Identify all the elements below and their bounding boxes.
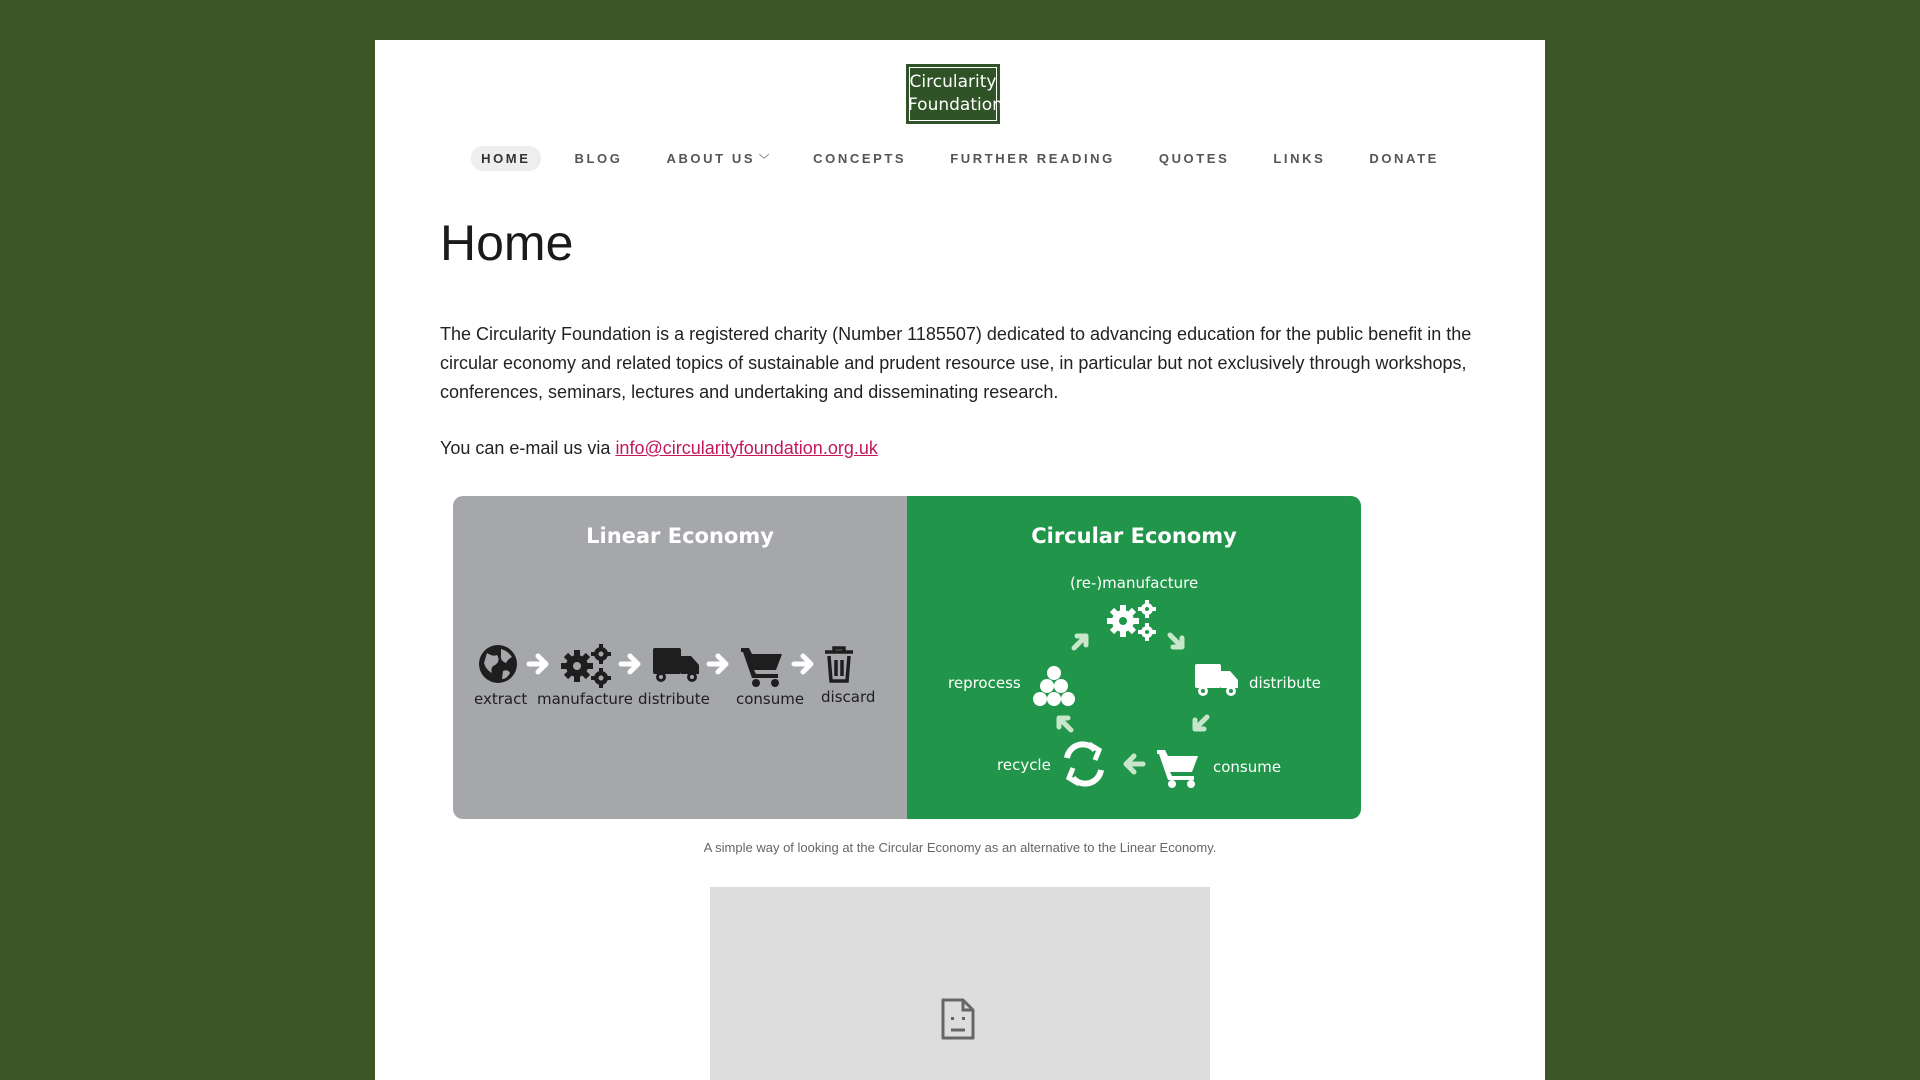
truck-icon: [1195, 664, 1238, 696]
circular-step-recycle: recycle: [997, 756, 1051, 774]
page-container: [375, 40, 1545, 1080]
email-link[interactable]: info@circularityfoundation.org.uk: [615, 438, 878, 458]
diagram-caption: A simple way of looking at the Circular Economy as an alternative to the Linear Economy.: [703, 840, 1217, 855]
logo-line-1: Circularity: [909, 72, 997, 92]
arrow-up-left-icon: [1059, 718, 1071, 730]
nav-item-further-reading[interactable]: FURTHER READING: [950, 150, 1115, 166]
image-placeholder: [710, 887, 1210, 1080]
trash-icon: [825, 648, 853, 681]
economy-diagram: [453, 496, 1361, 819]
main-nav: [375, 144, 1545, 172]
cart-icon: [741, 648, 782, 687]
nav-item-blog[interactable]: BLOG: [574, 150, 623, 166]
arrow-down-left-icon: [1195, 717, 1207, 729]
gears-icon: [1107, 600, 1156, 641]
linear-economy-panel: [453, 496, 907, 819]
circular-step-reprocess: reprocess: [948, 674, 1021, 692]
gears-icon: [561, 644, 611, 688]
globe-icon: [479, 645, 517, 683]
linear-step-extract: extract: [474, 690, 528, 708]
nav-item-quotes[interactable]: QUOTES: [1158, 150, 1230, 166]
site-logo[interactable]: [906, 64, 1003, 124]
circular-step-consume: consume: [1213, 758, 1282, 776]
arrow-right-icon: [621, 656, 638, 672]
linear-step-consume: consume: [736, 690, 805, 708]
circular-economy-title: Circular Economy: [1031, 524, 1237, 548]
arrow-left-icon: [1126, 756, 1143, 772]
arrow-down-right-icon: [1170, 635, 1182, 647]
circular-step-remanufacture: (re-)manufacture: [1070, 574, 1199, 592]
nav-item-concepts[interactable]: CONCEPTS: [813, 150, 907, 166]
broken-image-icon: [940, 997, 976, 1041]
email-prefix: You can e-mail us via: [440, 438, 616, 458]
truck-icon: [653, 648, 699, 682]
nav-item-home[interactable]: HOME: [471, 146, 540, 171]
email-paragraph: [440, 434, 1485, 463]
chevron-down-icon: ﹀: [759, 154, 770, 166]
arrow-up-right-icon: [1074, 636, 1086, 648]
nav-item-about-us[interactable]: [656, 146, 779, 171]
linear-step-distribute: distribute: [638, 690, 710, 708]
nav-item-donate[interactable]: DONATE: [1369, 150, 1439, 166]
logo-line-2: Foundation: [908, 95, 1003, 115]
linear-step-discard: discard: [821, 688, 876, 706]
linear-economy-title: Linear Economy: [586, 524, 774, 548]
circular-economy-graphic: [907, 496, 1361, 819]
circular-step-distribute: distribute: [1249, 674, 1321, 692]
nav-item-links[interactable]: LINKS: [1273, 150, 1326, 166]
intro-paragraph: The Circularity Foundation is a registered charity (Number 1185507) dedicated to advancing education for the public benefit in the circular economy and related topics of sustainable and prudent resource use, in particular but not exclusively through workshops, conferences, seminars, lectures and undertaking and disseminating research.: [440, 324, 1472, 402]
arrow-right-icon: [529, 656, 546, 672]
linear-economy-graphic: [453, 496, 907, 819]
circular-economy-panel: [907, 496, 1361, 819]
linear-step-manufacture: manufacture: [537, 690, 633, 708]
pellets-icon: [1033, 666, 1075, 706]
page-title: Home: [440, 215, 574, 271]
arrow-right-icon: [709, 656, 726, 672]
cart-icon: [1157, 750, 1198, 788]
nav-item-about-us-label: ABOUT US: [666, 150, 756, 166]
recycle-icon: [1067, 744, 1101, 784]
arrow-right-icon: [794, 656, 811, 672]
